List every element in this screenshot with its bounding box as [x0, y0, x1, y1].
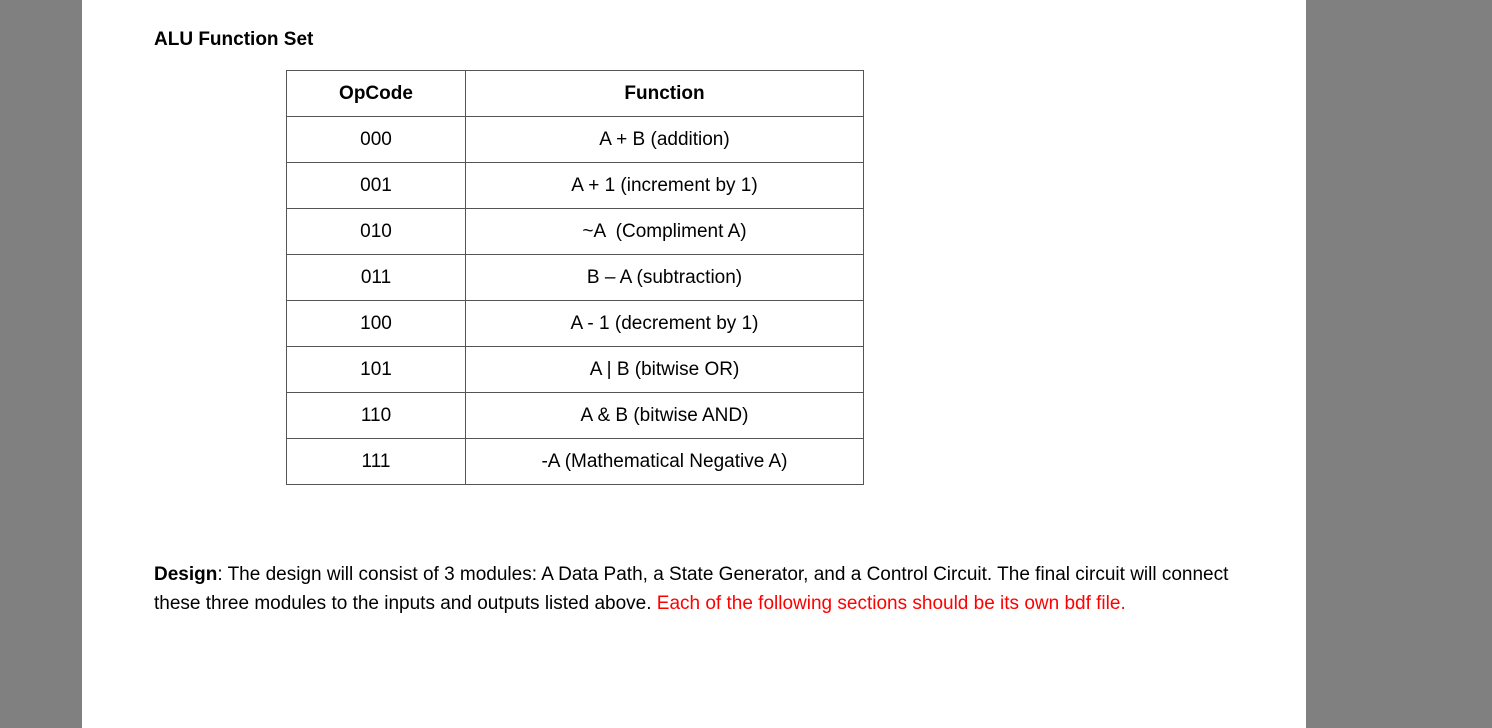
section-title: ALU Function Set [154, 29, 314, 50]
opcode-cell: 100 [287, 301, 466, 347]
table-row [287, 439, 864, 485]
design-highlight-text: Each of the following sections should be its own bdf file. [656, 593, 1126, 614]
function-cell: B – A (subtraction) [466, 255, 864, 301]
opcode-cell: 000 [287, 117, 466, 163]
function-cell: A + B (addition) [466, 117, 864, 163]
opcode-cell: 111 [287, 439, 466, 485]
function-cell: A & B (bitwise AND) [466, 393, 864, 439]
opcode-cell: 011 [287, 255, 466, 301]
design-paragraph [154, 560, 1234, 618]
table-row [287, 117, 864, 163]
function-cell: ~A (Compliment A) [466, 209, 864, 255]
design-text: The design will consist of 3 modules: A Data Path, a State Generator, and a Control Circuit. The final circuit will connect these three modules to the inputs and outputs listed above. [154, 564, 1234, 614]
alu-function-table [286, 70, 864, 485]
table-header-row [287, 71, 864, 117]
function-cell: A + 1 (increment by 1) [466, 163, 864, 209]
document-page [82, 0, 1306, 728]
design-colon: : [217, 564, 223, 585]
function-cell: A - 1 (decrement by 1) [466, 301, 864, 347]
table-row [287, 255, 864, 301]
opcode-header: OpCode [287, 71, 466, 117]
opcode-cell: 010 [287, 209, 466, 255]
design-label: Design [154, 564, 218, 585]
table-row [287, 393, 864, 439]
opcode-cell: 110 [287, 393, 466, 439]
table-row [287, 209, 864, 255]
function-header: Function [466, 71, 864, 117]
opcode-cell: 001 [287, 163, 466, 209]
table-row [287, 163, 864, 209]
function-cell: A | B (bitwise OR) [466, 347, 864, 393]
table-row [287, 347, 864, 393]
table-row [287, 301, 864, 347]
function-cell: -A (Mathematical Negative A) [466, 439, 864, 485]
opcode-cell: 101 [287, 347, 466, 393]
